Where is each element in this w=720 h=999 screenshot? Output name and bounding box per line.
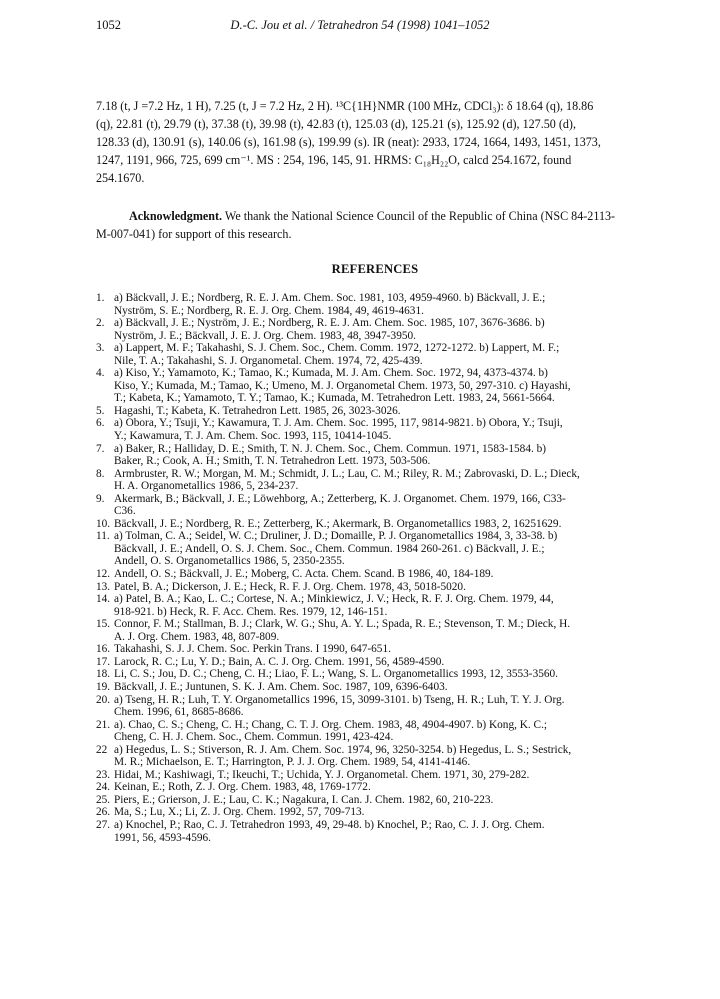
text-line: (q), 22.81 (t), 29.79 (t), 37.38 (t), 39.98 (t), 42.83 (t), 125.03 (d), 125.21 (s), 125.92 (d), 127.50 (d), xyxy=(96,117,576,131)
reference-text: a) Knochel, P.; Rao, C. J. Tetrahedron 1993, 49, 29-48. b) Knochel, P.; Rao, C. J. J. Org. Chem. xyxy=(114,818,545,831)
reference-text: a) Tolman, C. A.; Seidel, W. C.; Druliner, J. D.; Domaille, P. J. Organometallics 1984, 3, 33-38. b) xyxy=(114,530,558,543)
reference-number: 9. xyxy=(96,492,105,505)
reference-text: a) Bäckvall, J. E.; Nordberg, R. E. J. Am. Chem. Soc. 1981, 103, 4959-4960. b) Bäckvall, J. E.; xyxy=(114,292,546,304)
reference-number: 23. xyxy=(96,768,111,781)
reference-item xyxy=(96,317,656,342)
reference-text: Li, C. S.; Jou, D. C.; Cheng, C. H.; Liao, F. L.; Wang, S. L. Organometallics 1993, 12, 3553-3560. xyxy=(114,668,558,681)
reference-text: Bäckvall, J. E.; Nordberg, R. E.; Zetterberg, K.; Akermark, B. Organometallics 1983, 2, 16251629. xyxy=(114,517,562,530)
text-line: 254.1670. xyxy=(96,171,145,185)
reference-text: a) Obora, Y.; Tsuji, Y.; Kawamura, T. J. Am. Chem. Soc. 1995, 117, 9814-9821. b) Obora, Y.; Tsuji, xyxy=(114,417,563,430)
reference-text: Takahashi, S. J. J. Chem. Soc. Perkin Trans. I 1990, 647-651. xyxy=(114,643,391,656)
reference-text: a). Chao, C. S.; Cheng, C. H.; Chang, C. T. J. Org. Chem. 1983, 48, 4904-4907. b) Kong, K. C.; xyxy=(114,718,548,731)
reference-number: 21. xyxy=(96,718,111,731)
reference-text: Andell, O. S. Organometallics 1986, 5, 2350-2355. xyxy=(114,555,345,568)
reference-item xyxy=(96,656,656,669)
reference-item xyxy=(96,568,656,581)
reference-item xyxy=(96,443,656,468)
continued-experimental-text xyxy=(96,97,657,187)
text-line: 128.33 (d), 130.91 (s), 140.06 (s), 161.98 (s), 199.99 (s). IR (neat): 2933, 1724, 1664, 1493, 1451, 1373, xyxy=(96,135,601,149)
reference-item xyxy=(96,581,656,594)
reference-item xyxy=(96,681,656,694)
reference-item xyxy=(96,417,656,442)
reference-text: Patel, B. A.; Dickerson, J. E.; Heck, R. F. J. Org. Chem. 1978, 43, 5018-5020. xyxy=(114,580,466,593)
page-number: 1052 xyxy=(96,18,121,32)
reference-item xyxy=(96,744,656,769)
acknowledgment-line xyxy=(96,207,657,225)
reference-item xyxy=(96,668,656,681)
reference-text: Cheng, C. H. J. Chem. Soc., Chem. Commun. 1991, 423-424. xyxy=(114,731,394,744)
reference-item xyxy=(96,719,656,744)
reference-number: 15. xyxy=(96,618,111,631)
reference-number: 8. xyxy=(96,467,105,480)
reference-text: Chem. 1996, 61, 8685-8686. xyxy=(114,706,244,719)
references-heading: REFERENCES xyxy=(331,262,419,276)
reference-number: 7. xyxy=(96,442,105,455)
reference-item xyxy=(96,493,656,518)
acknowledgment-label: Acknowledgment. xyxy=(129,209,223,223)
reference-number: 22 xyxy=(96,743,108,756)
reference-number: 1. xyxy=(96,292,105,304)
reference-number: 27. xyxy=(96,818,111,831)
acknowledgment-text: We thank the National Science Council of the Republic of China (NSC 84-2113- xyxy=(222,209,616,223)
reference-item xyxy=(96,819,656,844)
text-line: 1247, 1191, 966, 725, 699 cm⁻¹. MS : 254, 196, 145, 91. HRMS: C₁₈H₂₂O, calcd 254.1672, found xyxy=(96,153,572,167)
reference-text: H. A. Organometallics 1986, 5, 234-237. xyxy=(114,480,299,493)
reference-text: a) Patel, B. A.; Kao, L. C.; Cortese, N. A.; Minkiewicz, J. V.; Heck, R. F. J. Org. Chem. 1979, 44, xyxy=(114,593,554,606)
reference-text: Nile, T. A.; Takahashi, S. J. Organometal. Chem. 1974, 72, 425-439. xyxy=(114,354,423,367)
reference-number: 17. xyxy=(96,655,111,668)
reference-text: Y.; Kawamura, T. J. Am. Chem. Soc. 1993, 115, 10414-1045. xyxy=(114,430,392,443)
reference-item xyxy=(96,806,656,819)
reference-item xyxy=(96,643,656,656)
reference-item xyxy=(96,530,656,568)
reference-item xyxy=(96,593,656,618)
reference-number: 19. xyxy=(96,680,111,693)
reference-number: 13. xyxy=(96,580,111,593)
reference-number: 12. xyxy=(96,568,111,581)
reference-item xyxy=(96,468,656,493)
reference-text: Hidai, M.; Kashiwagi, T.; Ikeuchi, T.; Uchida, Y. J. Organometal. Chem. 1971, 30, 279-282. xyxy=(114,768,530,781)
reference-text: Nyström, S. E.; Nordberg, R. E. J. Org. Chem. 1984, 49, 4619-4631. xyxy=(114,304,424,317)
reference-number: 16. xyxy=(96,643,111,656)
reference-text: Connor, F. M.; Stallman, B. J.; Clark, W. G.; Shu, A. Y. L.; Spada, R. E.; Stevenson, T. M.; Dieck, H. xyxy=(114,618,571,631)
acknowledgment-paragraph xyxy=(96,207,657,243)
reference-text: a) Kiso, Y.; Yamamoto, K.; Tamao, K.; Kumada, M. J. Am. Chem. Soc. 1972, 94, 4373-4374. b) xyxy=(114,367,548,380)
reference-text: Nyström, J. E.; Bäckvall, J. E. J. Org. Chem. 1983, 48, 3947-3950. xyxy=(114,329,416,342)
reference-number: 14. xyxy=(96,593,111,606)
reference-text: Piers, E.; Grierson, J. E.; Lau, C. K.; Nagakura, I. Can. J. Chem. 1982, 60, 210-223. xyxy=(114,793,494,806)
reference-text: Armbruster, R. W.; Morgan, M. M.; Schmidt, J. L.; Lau, C. M.; Riley, R. M.; Zabrovaski, D. L.; Dieck, xyxy=(114,467,580,480)
reference-text: Ma, S.; Lu, X.; Li, Z. J. Org. Chem. 1992, 57, 709-713. xyxy=(114,806,365,819)
reference-number: 3. xyxy=(96,342,105,355)
reference-item xyxy=(96,781,656,794)
reference-item xyxy=(96,694,656,719)
reference-item xyxy=(96,292,656,317)
reference-text: Bäckvall, J. E.; Juntunen, S. K. J. Am. Chem. Soc. 1987, 109, 6396-6403. xyxy=(114,680,448,693)
reference-number: 25. xyxy=(96,793,111,806)
reference-text: a) Bäckvall, J. E.; Nyström, J. E.; Nordberg, R. E. J. Am. Chem. Soc. 1985, 107, 3676-3686. b) xyxy=(114,317,545,330)
reference-text: Kiso, Y.; Kumada, M.; Tamao, K.; Umeno, M. J. Organometal Chem. 1973, 50, 297-310. c) Hayashi, xyxy=(114,379,571,392)
reference-number: 18. xyxy=(96,668,111,681)
reference-number: 11. xyxy=(96,530,110,543)
reference-number: 6. xyxy=(96,417,105,430)
reference-text: Baker, R.; Cook, A. H.; Smith, T. N. Tetrahedron Lett. 1973, 503-506. xyxy=(114,455,431,468)
reference-item xyxy=(96,405,656,418)
reference-text: 1991, 56, 4593-4596. xyxy=(114,831,211,844)
reference-text: a) Lappert, M. F.; Takahashi, S. J. Chem. Soc., Chem. Comm. 1972, 1272-1272. b) Lappert, M. F.; xyxy=(114,342,560,355)
reference-number: 4. xyxy=(96,367,105,380)
reference-text: Larock, R. C.; Lu, Y. D.; Bain, A. C. J. Org. Chem. 1991, 56, 4589-4590. xyxy=(114,655,445,668)
reference-text: Akermark, B.; Bäckvall, J. E.; Löwehborg, A.; Zetterberg, K. J. Organomet. Chem. 1979, 166, C33- xyxy=(114,492,566,505)
reference-text: M. R.; Michaelson, E. T.; Harrington, P. J. J. Org. Chem. 1989, 54, 4141-4146. xyxy=(114,756,471,769)
reference-number: 10. xyxy=(96,517,111,530)
reference-item xyxy=(96,518,656,531)
reference-text: Hagashi, T.; Kabeta, K. Tetrahedron Lett. 1985, 26, 3023-3026. xyxy=(114,404,401,417)
reference-item xyxy=(96,618,656,643)
reference-text: a) Tseng, H. R.; Luh, T. Y. Organometallics 1996, 15, 3099-3101. b) Tseng, H. R.; Luh, T. Y. J. Org. xyxy=(114,693,565,706)
reference-number: 24. xyxy=(96,781,111,794)
reference-text: a) Baker, R.; Halliday, D. E.; Smith, T. N. J. Chem. Soc., Chem. Commun. 1971, 1583-1584. b) xyxy=(114,442,547,455)
reference-number: 26. xyxy=(96,806,111,819)
reference-text: a) Hegedus, L. S.; Stiverson, R. J. Am. Chem. Soc. 1974, 96, 3250-3254. b) Hegedus, L. S.; Sestrick, xyxy=(114,743,572,756)
running-head: D.-C. Jou et al. / Tetrahedron 54 (1998) 1041–1052 xyxy=(230,18,490,32)
reference-text: Keinan, E.; Roth, Z. J. Org. Chem. 1983, 48, 1769-1772. xyxy=(114,781,371,794)
reference-number: 2. xyxy=(96,317,105,330)
references-list xyxy=(96,292,656,844)
reference-text: T.; Kabeta, K.; Yamamoto, T. Y.; Tamao, K.; Kumada, M. Tetrahedron Lett. 1983, 24, 5661-5664. xyxy=(114,392,555,405)
reference-item xyxy=(96,342,656,367)
reference-item xyxy=(96,367,656,405)
reference-item xyxy=(96,794,656,807)
reference-text: Andell, O. S.; Bäckvall, J. E.; Moberg, C. Acta. Chem. Scand. B 1986, 40, 184-189. xyxy=(114,568,494,581)
reference-number: 5. xyxy=(96,404,105,417)
reference-text: 918-921. b) Heck, R. F. Acc. Chem. Res. 1979, 12, 146-151. xyxy=(114,605,388,618)
reference-number: 20. xyxy=(96,693,111,706)
reference-text: C36. xyxy=(114,505,136,518)
acknowledgment-line: M-007-041) for support of this research. xyxy=(96,227,292,241)
reference-text: A. J. Org. Chem. 1983, 48, 807-809. xyxy=(114,630,280,643)
reference-item xyxy=(96,769,656,782)
reference-text: Bäckvall, J. E.; Andell, O. S. J. Chem. Soc., Chem. Commun. 1984 260-261. c) Bäckvall, J. E.; xyxy=(114,542,545,555)
text-line: 7.18 (t, J =7.2 Hz, 1 H), 7.25 (t, J = 7.2 Hz, 2 H). ¹³C{1H}NMR (100 MHz, CDCl₃): δ 18.64 (q), 18.86 xyxy=(96,99,594,113)
